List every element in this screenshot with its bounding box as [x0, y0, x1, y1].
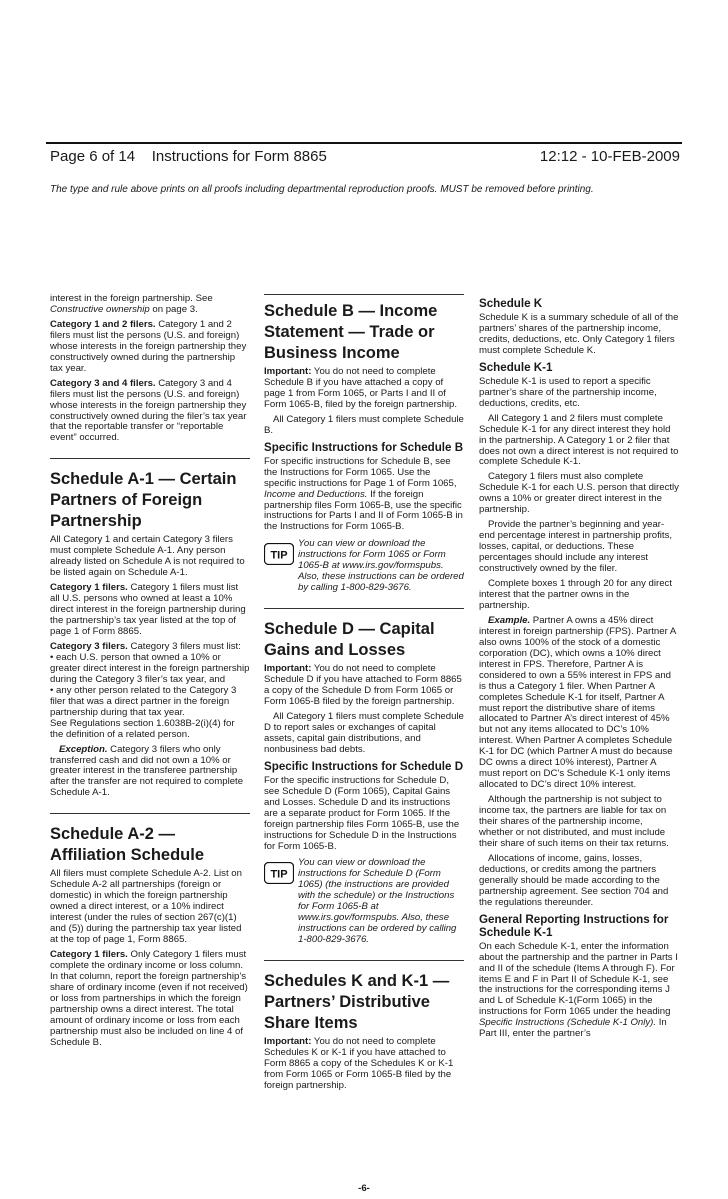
related-person-ref: See Regulations section 1.6038B-2(i)(4) for the definition of a related person.	[50, 717, 235, 740]
d-paragraph: All Category 1 filers must complete Schedule D to report sales or exchanges of capital assets, capital gain distributions, and nonbusiness bad debts.	[264, 710, 464, 755]
section-divider	[264, 294, 464, 295]
k1-paragraph: All Category 1 and 2 filers must complete Schedule K-1 for any direct interest they hold in the partnership. A Category 1 or 2 filer that does not own a direct interest is not required to complete Schedule K-1.	[479, 412, 679, 468]
d-important: Important: You do not need to complete Schedule D if you have attached to Form 8865 a copy of the Schedule D from Form 1065 or Form 1065-B filed by the foreign partnership.	[264, 663, 462, 708]
constructive-ownership-ref: interest in the foreign partnership. See Constructive ownership on page 3.	[50, 293, 213, 315]
a2-intro: All filers must complete Schedule A-2. List on Schedule A-2 all partnerships (foreign or domestic) in which the foreign partnership owned a direct interest, or a 10% indirect interest (under the rules of section 267(c)(1) and (5)) during the partnership tax year listed at the top of page 1, Form 8865.	[50, 868, 242, 946]
b-paragraph: All Category 1 filers must complete Schedule B.	[264, 413, 464, 436]
k-paragraph: Schedule K is a summary schedule of all of the partners’ shares of the partnership income, credits, deductions, etc. Only Category 1 filers must complete Schedule K.	[479, 312, 679, 356]
schedule-a1-heading: Schedule A-1 — Certain Partners of Foreign Partnership	[50, 470, 237, 531]
schedule-d-heading: Schedule D — Capital Gains and Losses	[264, 620, 435, 660]
schedule-k-heading: Schedule K	[479, 297, 543, 310]
column-2	[264, 294, 464, 1096]
k1-paragraph: Although the partnership is not subject to income tax, the partners are liable for tax on their shares of the partnership income, whether or not distributed, and must include their share of such items on their tax returns.	[479, 794, 669, 849]
a1-intro: All Category 1 and certain Category 3 filers must complete Schedule A-1. Any person already listed on Schedule A is not required to be listed again on Schedule A-1.	[50, 534, 245, 579]
b-spec-paragraph: For specific instructions for Schedule B, see the Instructions for Form 1065. Use the specific instructions for Page 1 of Form 1065, Income and Deductions. If the foreign partnership files Form 1065-B, use the specific instructions for Parts I and II of Form 1065-B in the Instructions for Form 1065-B.	[264, 455, 463, 533]
k-important: Important: You do not need to complete Schedules K or K-1 if you have attached to Form 8865 a copy of the Schedules K or K-1 from Form 1065 or Form 1065-B filed by the foreign partnership.	[264, 1036, 454, 1091]
schedule-k1-heading: Schedule K-1	[479, 360, 553, 374]
k1-paragraph: Category 1 filers must also complete Schedule K-1 for each U.S. person that directly owns a 10% or greater direct interest in the partnership.	[479, 471, 679, 516]
schedule-b-spec-heading: Specific Instructions for Schedule B	[264, 440, 464, 454]
section-divider	[50, 458, 250, 459]
section-divider	[50, 813, 250, 814]
column-1	[50, 294, 250, 1053]
schedules-k-heading: Schedules K and K-1 — Partners’ Distributive Share Items	[264, 972, 450, 1033]
header-timestamp: 12:12 - 10-FEB-2009	[539, 148, 680, 165]
general-reporting-paragraph: On each Schedule K-1, enter the information about the partnership and the partner in Parts I and II of the schedule (Items A through F). For items E and F in Part II of Schedule K-1, see the instructions for the corresponding items J and L of Schedule K-1(Form 1065) in the instructions for Form 1065 under the heading Specific Instructions (Schedule K-1 Only). In Part III, enter the partner’s	[479, 940, 678, 1040]
example-paragraph: Example. Partner A owns a 45% direct interest in foreign partnership (FPS). Partner A also owns 100% of the stock of a domestic corporation (DC), which owns a 10% direct interest in FPS. Therefore, Partner A is considered to own a 55% interest in FPS and is thus a Category 1 filer. When Partner A completes Schedule K-1 for itself, Partner A must report the distributive share of items allocated to Partner A’s direct interest of 45% but not any items allocated to DC’s 10% interest. When Partner A completes Schedule K-1 for DC (which Partner A must do because DC owns a direct 10% interest), Partner A must report on DC’s Schedule K-1 only items allocated to DC’s direct 10% interest.	[479, 614, 676, 791]
a1-cat1-paragraph: Category 1 filers. Category 1 filers must list all U.S. persons who owned at least a 10% direct interest in the foreign partnership during the partnership’s tax year listed at the top of page 1 of Form 8865.	[50, 582, 246, 638]
bullet-item: • each U.S. person that owned a 10% or greater direct interest in the foreign partnership during the Category 3 filer’s tax year, and	[50, 651, 250, 685]
bullet-item: • any other person related to the Category 3 filer that was a direct partner in the foreign partnership during that tax year.	[50, 684, 237, 718]
k1-paragraph: Complete boxes 1 through 20 for any direct interest that the partner owns in the partnership.	[479, 578, 672, 611]
tip-box	[264, 539, 464, 594]
tip-text: You can view or download the instructions for Schedule D (Form 1065) (the instructions are provided with the schedule) or the Instructions for Form 1065-B at www.irs.gov/formspubs. Also, these instructions can be ordered by calling 1-800-829-3676.	[298, 857, 457, 946]
k1-paragraph: Schedule K-1 is used to report a specific partner’s share of the partnership income, deductions, credits, etc.	[479, 375, 657, 409]
general-reporting-heading: General Reporting Instructions for Schedule K-1	[479, 912, 669, 939]
tip-label: TIP	[270, 868, 288, 881]
tip-icon	[264, 543, 294, 565]
section-divider	[264, 960, 464, 961]
schedule-d-spec-heading: Specific Instructions for Schedule D	[264, 759, 464, 773]
column-3	[479, 294, 679, 1044]
exception-paragraph: Exception. Category 3 filers who only transferred cash and did not own a 10% or greater interest in the transferee partnership after the transfer are not required to complete Schedule A-1.	[50, 743, 244, 799]
cat12-paragraph: Category 1 and 2 filers. Category 1 and 2 filers must list the persons (U.S. and foreign) whose interests in the foreign partnership they constructively owned during the partnership tax year.	[50, 318, 247, 374]
k1-paragraph: Allocations of income, gains, losses, deductions, or credits among the partners generally should be made according to the partnership agreement. See section 704 and the regulations thereunder.	[479, 852, 669, 908]
d-spec-paragraph: For the specific instructions for Schedule D, see Schedule D (Form 1065), Capital Gains and Losses. Schedule D and its instructions are a separate product for Form 1065. If the foreign partnership files Form 1065-B, use the instructions for Schedule D in the Instructions for Form 1065-B.	[264, 774, 460, 852]
page-number: -6-	[358, 1183, 370, 1194]
k1-paragraph: Provide the partner’s beginning and year-end percentage interest in partnership profits, losses, capital, or deductions. These percentages should include any interest constructively owned by the filer.	[479, 519, 673, 575]
tip-label: TIP	[270, 549, 288, 562]
page-header	[50, 148, 680, 172]
a2-cat1-paragraph: Category 1 filers. Only Category 1 filers must complete the ordinary income or loss column. In that column, report the foreign partnership’s share of ordinary income (even if not received) or loss from partnerships in which the foreign partnership owns a direct interest. The total amount of ordinary income or loss from each partnership must also be included on line 4 of Schedule B.	[50, 948, 248, 1048]
a1-cat3-paragraph: Category 3 filers. Category 3 filers must list:	[50, 640, 241, 652]
schedule-b-heading: Schedule B — Income Statement — Trade or Business Income	[264, 302, 438, 362]
schedule-a2-heading: Schedule A-2 — Affiliation Schedule	[50, 825, 205, 865]
header-rule	[46, 142, 682, 144]
section-divider	[264, 608, 464, 609]
proof-note: The type and rule above prints on all proofs including departmental reproduction proofs. MUST be removed before printing.	[50, 184, 594, 195]
cat34-paragraph: Category 3 and 4 filers. Category 3 and 4 filers must list the persons (U.S. and foreign) whose interests in the foreign partnership they constructively owned during the filer’s tax year that the reportable transfer or “reportable event” occurred.	[50, 377, 247, 444]
tip-box	[264, 858, 464, 946]
tip-icon	[264, 862, 294, 884]
b-important: Important: You do not need to complete Schedule B if you have attached a copy of page 1 from Form 1065, or Parts I and II of Form 1065-B, filed by the foreign partnership.	[264, 366, 458, 410]
header-page-title: Page 6 of 14 Instructions for Form 8865	[50, 148, 327, 165]
tip-text: You can view or download the instructions for Form 1065 or Form 1065-B at www.irs.gov/formspubs. Also, these instructions can be ordered by calling 1-800-829-3676.	[298, 538, 464, 594]
